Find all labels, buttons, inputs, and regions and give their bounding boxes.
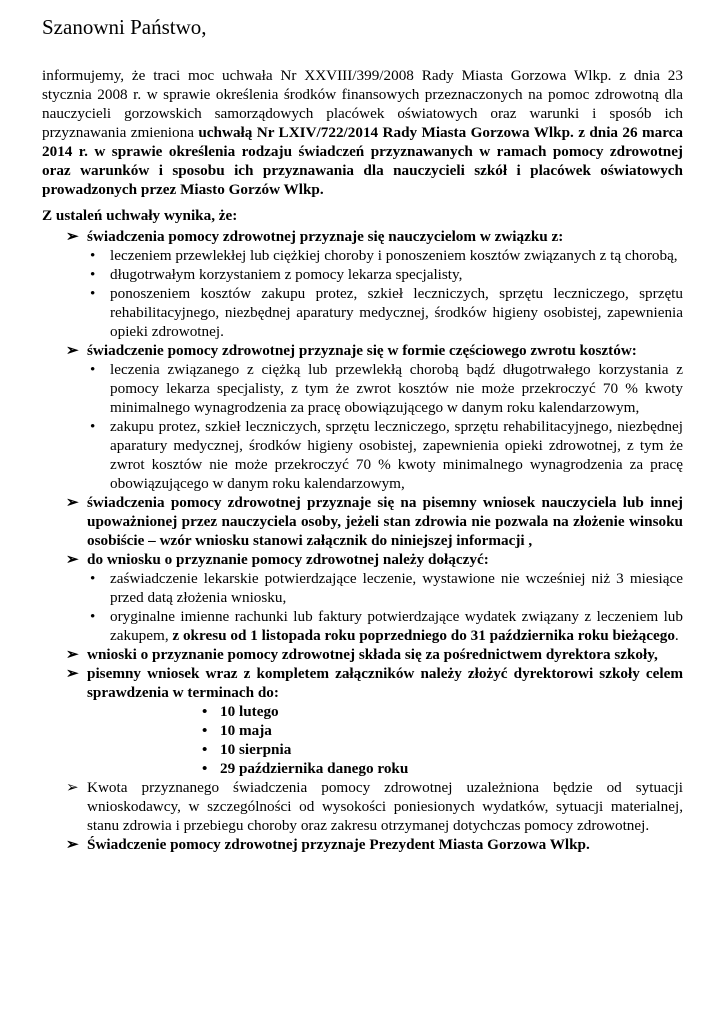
item-text: pisemny wniosek wraz z kompletem załączników należy złożyć dyrektorowi szkoły celem sprawdzenia w terminach do: [87, 665, 683, 701]
sub-item-text: leczeniem przewlekłej lub ciężkiej choroby i ponoszeniem kosztów związanych z tą chorobą, [110, 247, 678, 264]
list-item [42, 645, 683, 664]
list-item [42, 664, 683, 702]
list-item [42, 341, 683, 360]
item-text: Kwota przyznanego świadczenia pomocy zdrowotnej uzależniona będzie od sytuacji wnioskodawcy, w szczególności od wysokości poniesionych wydatków, sytuacji materialnej, stanu zdrowia i przebiegu choroby oraz zakresu otrzymanej dotychczas pomocy zdrowotnej. [87, 779, 683, 834]
arrow-bullet-icon: ➢ [66, 836, 79, 853]
date-text: 10 lutego [220, 703, 279, 720]
date-text: 29 października danego roku [220, 760, 409, 777]
dot-bullet-icon: • [90, 285, 96, 302]
arrow-bullet-icon: ➢ [66, 665, 79, 682]
item-text: do wniosku o przyznanie pomocy zdrowotnej należy dołączyć: [87, 551, 489, 568]
arrow-bullet-icon: ➢ [66, 342, 79, 359]
sub-item [42, 417, 683, 493]
sub-item-text: zaświadczenie lekarskie potwierdzające leczenie, wystawione nie wcześniej niż 3 miesiące przed datą złożenia wniosku, [110, 570, 683, 606]
dot-bullet-icon: • [90, 570, 96, 587]
dot-bullet-icon: • [90, 361, 96, 378]
item-text: Świadczenie pomocy zdrowotnej przyznaje Prezydent Miasta Gorzowa Wlkp. [87, 836, 590, 853]
list-item [42, 227, 683, 246]
sub-item-text: zakupu protez, szkieł leczniczych, sprzętu leczniczego, sprzętu rehabilitacyjnego, niezbędnej aparatury medycznej, środków higieny osobistej, zapewnienia opieki zdrowotnej, z tym że zwrot kosztów nie może przekroczyć 70 % kwoty minimalnego wynagrodzenia za pracę obowiązującego w danym roku kalendarzowym, [110, 418, 683, 492]
lead-text: Z ustaleń uchwały wynika, że: [42, 207, 238, 224]
date-item [42, 721, 683, 740]
dot-bullet-icon: • [90, 608, 96, 625]
dot-bullet-icon: • [202, 703, 208, 720]
salutation: Szanowni Państwo, [42, 15, 207, 39]
list-item [42, 835, 683, 854]
dot-bullet-icon: • [90, 418, 96, 435]
sub-item-period: z okresu od 1 listopada roku poprzedniego do 31 października roku bieżącego [172, 627, 675, 644]
sub-item [42, 360, 683, 417]
intro-text: informujemy, że traci moc uchwała Nr XXVIII/399/2008 Rady Miasta Gorzowa Wlkp. z dnia 23 stycznia 2008 r. w sprawie określenia środków finansowych przeznaczonych na pomoc zdrowotną dla nauczycieli gorzowskich samorządowych placówek oświatowych oraz warunki i sposób ich przyznawania zmieniona [42, 67, 683, 141]
intro-resolution: uchwałą Nr LXIV/722/2014 Rady Miasta Gorzowa Wlkp. z dnia 26 marca 2014 r. w sprawie określenia rodzaju świadczeń przyznawanych w ramach pomocy zdrowotnej oraz warunków i sposobu ich przyznawania dla nauczycieli szkół i placówek oświatowych prowadzonych przez Miasto Gorzów Wlkp. [42, 124, 684, 198]
sub-item [42, 607, 683, 645]
dot-bullet-icon: • [202, 760, 208, 777]
sub-item [42, 284, 683, 341]
sub-item-end: . [674, 627, 679, 644]
sub-item [42, 246, 683, 265]
date-text: 10 sierpnia [220, 741, 292, 758]
item-text: wnioski o przyznanie pomocy zdrowotnej składa się za pośrednictwem dyrektora szkoły, [87, 646, 658, 663]
date-item [42, 702, 683, 721]
item-text: świadczenia pomocy zdrowotnej przyznaje się nauczycielom w związku z: [87, 228, 564, 245]
list-item [42, 778, 683, 835]
dot-bullet-icon: • [90, 266, 96, 283]
date-item [42, 740, 683, 759]
item-text: świadczenia pomocy zdrowotnej przyznaje się na pisemny wniosek nauczyciela lub innej upoważnionej przez nauczyciela osoby, jeżeli stan zdrowia nie pozwala na złożenie winsoku osobiście – wzór wniosku stanowi załącznik do niniejszej informacji , [87, 494, 683, 549]
item-text: świadczenie pomocy zdrowotnej przyznaje się w formie częściowego zwrotu kosztów: [87, 342, 637, 359]
dot-bullet-icon: • [202, 722, 208, 739]
arrow-bullet-icon: ➢ [66, 779, 79, 796]
arrow-bullet-icon: ➢ [66, 494, 79, 511]
date-item [42, 759, 683, 778]
arrow-bullet-icon: ➢ [66, 646, 79, 663]
arrow-bullet-icon: ➢ [66, 551, 79, 568]
sub-item [42, 569, 683, 607]
dot-bullet-icon: • [90, 247, 96, 264]
list-item [42, 550, 683, 569]
sub-item-text: ponoszeniem kosztów zakupu protez, szkieł leczniczych, sprzętu leczniczego, sprzętu rehabilitacyjnego, niezbędnej aparatury medycznej, środków higieny osobistej, zapewnienia opieki zdrowotnej. [110, 285, 683, 340]
list-item [42, 493, 683, 550]
sub-item-text: leczenia związanego z ciężką lub przewlekłą chorobą bądź długotrwałego korzystania z pomocy lekarza specjalisty, z tym że zwrot kosztów nie może przekroczyć 70 % kwoty minimalnego wynagrodzenia za pracę obowiązującego w danym roku kalendarzowym, [110, 361, 683, 416]
intro-paragraph [42, 66, 683, 199]
sub-item [42, 265, 683, 284]
sub-item-text: długotrwałym korzystaniem z pomocy lekarza specjalisty, [110, 266, 463, 283]
date-text: 10 maja [220, 722, 272, 739]
dot-bullet-icon: • [202, 741, 208, 758]
arrow-bullet-icon: ➢ [66, 228, 79, 245]
sub-item-text: oryginalne imienne rachunki lub faktury potwierdzające wydatek związany z leczeniem lub zakupem, [110, 608, 683, 644]
